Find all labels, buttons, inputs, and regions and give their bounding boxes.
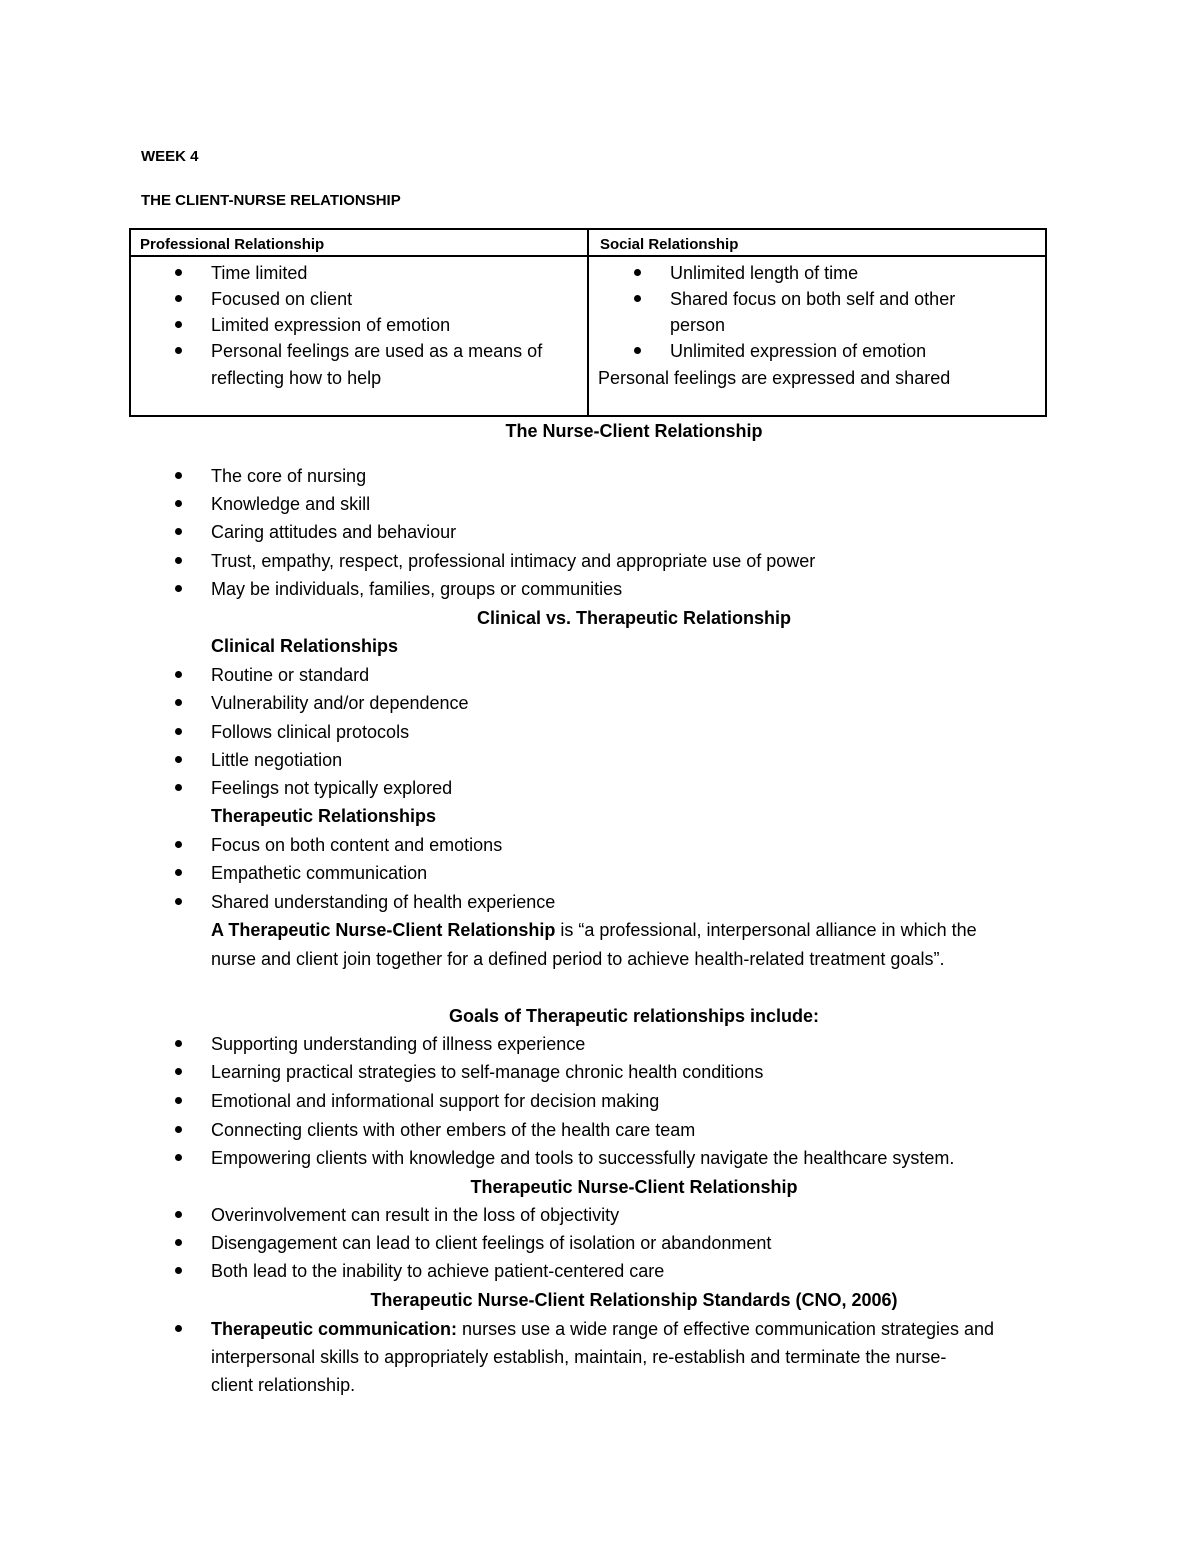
list-item: Empowering clients with knowledge and tools to successfully navigate the healthcare system. [211,1148,955,1168]
list-item: Both lead to the inability to achieve patient-centered care [211,1261,665,1281]
bullet-icon [175,784,182,791]
list-item: Emotional and informational support for decision making [211,1091,660,1111]
list-item: Overinvolvement can result in the loss of objectivity [211,1205,620,1225]
list-item: Little negotiation [211,750,343,770]
bullet-icon [634,269,641,276]
bullet-icon [175,1325,182,1332]
section-heading-therapeutic-ncr: Therapeutic Nurse-Client Relationship [470,1177,798,1197]
list-item: Empathetic communication [211,863,428,883]
table-header-divider [129,255,1047,257]
list-item: Supporting understanding of illness experience [211,1034,586,1054]
bullet-icon [175,671,182,678]
definition-term: A Therapeutic Nurse-Client Relationship [211,920,556,940]
list-item: Learning practical strategies to self-manage chronic health conditions [211,1062,764,1082]
bullet-icon [175,472,182,479]
list-item: Follows clinical protocols [211,722,410,742]
bullet-icon [175,1267,182,1274]
section-heading-standards: Therapeutic Nurse-Client Relationship Standards (CNO, 2006) [370,1290,898,1310]
list-item: Knowledge and skill [211,494,371,514]
table-cell-item: Limited expression of emotion [211,315,451,335]
bullet-icon [175,728,182,735]
bullet-icon [634,295,641,302]
definition-line-2: nurse and client join together for a defined period to achieve health-related treatment goals”. [211,949,945,969]
table-cell-item: Focused on client [211,289,353,309]
list-item: Vulnerability and/or dependence [211,693,469,713]
bullet-icon [175,269,182,276]
bullet-icon [175,841,182,848]
list-item: Connecting clients with other embers of the health care team [211,1120,696,1140]
subheading-therapeutic: Therapeutic Relationships [211,806,437,826]
table-header-professional: Professional Relationship [140,236,325,253]
list-item: May be individuals, families, groups or communities [211,579,623,599]
table-cell-item: Shared focus on both self and other [670,289,956,309]
list-item: Caring attitudes and behaviour [211,522,457,542]
week-label: WEEK 4 [141,148,199,165]
section-heading-goals: Goals of Therapeutic relationships include: [448,1006,820,1026]
table-cell-item: Unlimited expression of emotion [670,341,927,361]
bullet-icon [175,1239,182,1246]
definition-text: is “a professional, interpersonal alliance in which the [555,920,977,940]
table-header-social: Social Relationship [600,236,739,253]
table-cell-item: Unlimited length of time [670,263,859,283]
list-item: Trust, empathy, respect, professional intimacy and appropriate use of power [211,551,816,571]
bullet-icon [175,528,182,535]
bullet-icon [175,869,182,876]
page-title: THE CLIENT-NURSE RELATIONSHIP [141,192,401,209]
bullet-icon [175,699,182,706]
list-item: The core of nursing [211,466,367,486]
bullet-icon [175,295,182,302]
standards-term: Therapeutic communication: [211,1319,458,1339]
list-item: Focus on both content and emotions [211,835,503,855]
list-item: Shared understanding of health experience [211,892,556,912]
standards-text: nurses use a wide range of effective communication strategies and [457,1319,995,1339]
bullet-icon [175,1211,182,1218]
bullet-icon [175,1154,182,1161]
bullet-icon [175,557,182,564]
bullet-icon [175,500,182,507]
table-cell-item: person [670,315,726,335]
standards-line-2: interpersonal skills to appropriately establish, maintain, re-establish and terminate the nurse- [211,1347,947,1367]
list-item: Routine or standard [211,665,370,685]
bullet-icon [175,1097,182,1104]
definition-line-1 [211,918,977,942]
standards-line-1 [211,1317,994,1341]
list-item: Disengagement can lead to client feelings of isolation or abandonment [211,1233,772,1253]
bullet-icon [175,321,182,328]
bullet-icon [175,756,182,763]
table-cell-item: Time limited [211,263,308,283]
bullet-icon [175,1126,182,1133]
bullet-icon [175,898,182,905]
section-heading-clinical-vs: Clinical vs. Therapeutic Relationship [476,608,792,628]
bullet-icon [634,347,641,354]
subheading-clinical: Clinical Relationships [211,636,399,656]
section-heading-nurse-client: The Nurse-Client Relationship [505,421,763,441]
bullet-icon [175,585,182,592]
table-cell-item: reflecting how to help [211,368,382,388]
bullet-icon [175,1040,182,1047]
standards-line-3: client relationship. [211,1375,356,1395]
table-cell-item: Personal feelings are used as a means of [211,341,543,361]
table-cell-item: Personal feelings are expressed and shared [598,368,951,388]
bullet-icon [175,1068,182,1075]
list-item: Feelings not typically explored [211,778,453,798]
bullet-icon [175,347,182,354]
